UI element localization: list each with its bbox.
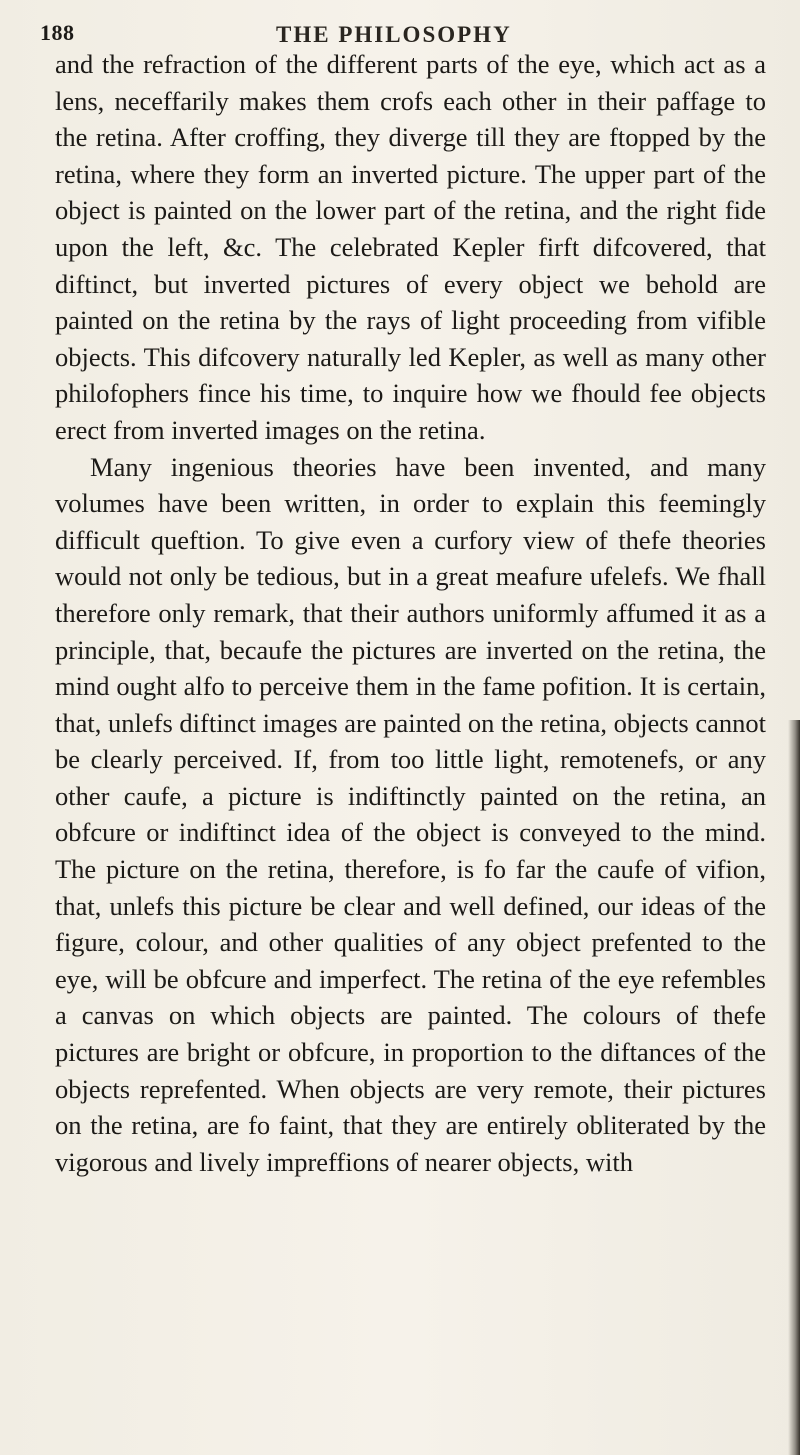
paragraph: and the refraction of the different parts of the eye, which act as a lens, neceffarily makes them crofs each other in their paffage to the retina. After croffing, they diverge till they are ftopped by the retina, where they form an inverted picture. The upper part of the object is painted on the lower part of the retina, and the right fide upon the left, &c. The celebrated Kepler firft difcovered, that diftinct, but inverted pictures of every object we behold are painted on the retina by the rays of light proceeding from vifible objects. This difcovery naturally led Kepler, as well as many other philofophers fince his time, to inquire how we fhould fee objects erect from inverted images on the retina. bbox=[55, 49, 766, 445]
page-number: 188 bbox=[40, 20, 75, 45]
body-text bbox=[55, 46, 766, 1180]
running-head: THE PHILOSOPHY bbox=[276, 22, 512, 47]
page-edge-shadow bbox=[788, 720, 800, 1455]
paragraph: Many ingenious theories have been invented, and many volumes have been written, in order to explain this feemingly difficult queftion. To give even a curfory view of thefe theories would not only be tedious, but in a great meafure ufelefs. We fhall therefore only remark, that their authors uniformly affumed it as a principle, that, becaufe the pictures are inverted on the retina, the mind ought alfo to perceive them in the fame pofition. It is certain, that, unlefs diftinct images are painted on the retina, objects cannot be clearly perceived. If, from too little light, remotenefs, or any other caufe, a picture is indiftinctly painted on the retina, an obfcure or indiftinct idea of the object is conveyed to the mind. The picture on the retina, therefore, is fo far the caufe of vifion, that, unlefs this picture be clear and well defined, our ideas of the figure, colour, and other qualities of any object prefented to the eye, will be obfcure and imperfect. The retina of the eye refembles a canvas on which objects are painted. The colours of thefe pictures are bright or obfcure, in proportion to the diftances of the objects reprefented. When objects are very remote, their pictures on the retina, are fo faint, that they are entirely obliterated by the vigorous and lively impreffions of nearer objects, with bbox=[55, 451, 766, 1177]
